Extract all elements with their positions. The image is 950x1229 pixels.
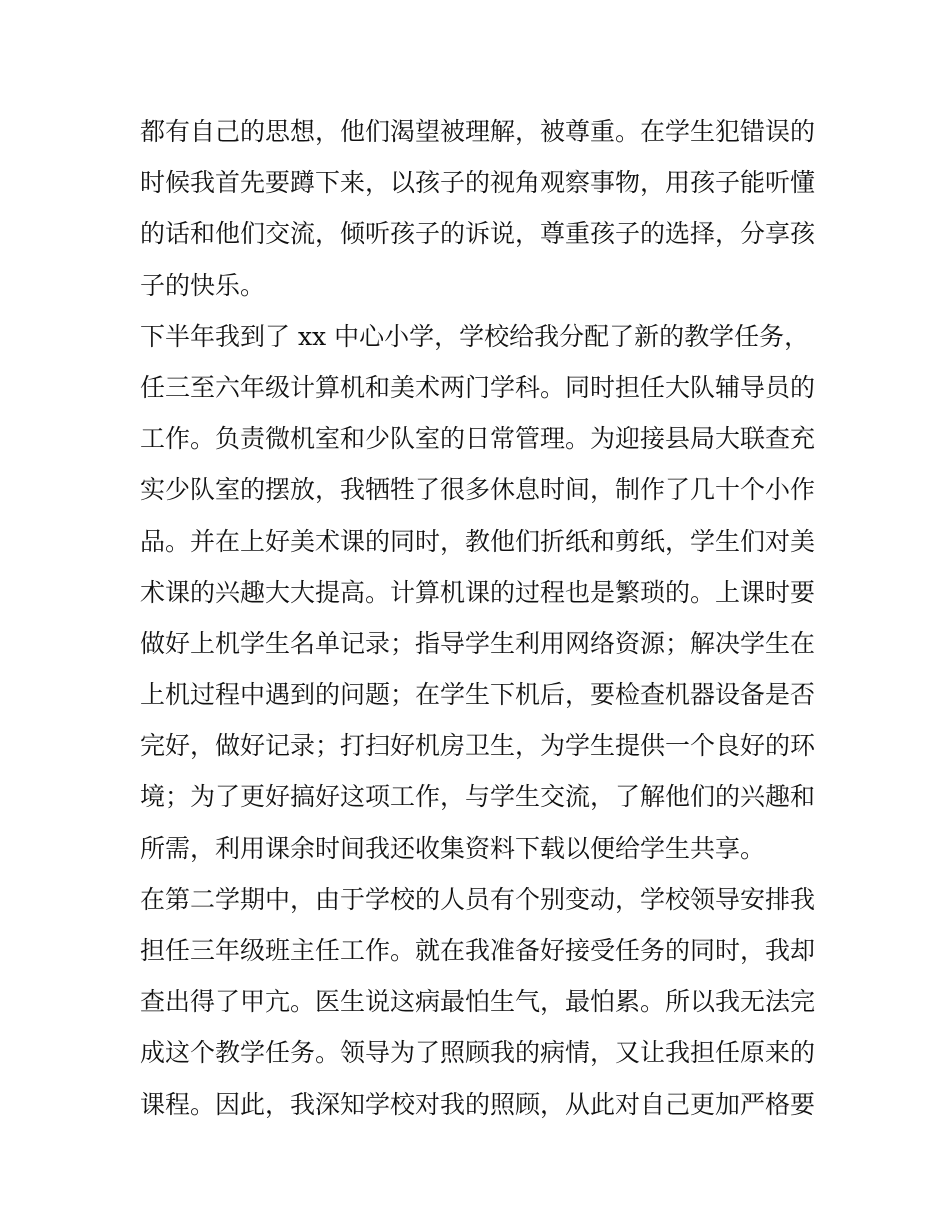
text-line: 做好上机学生名单记录；指导学生利用网络资源；解决学生在 bbox=[140, 628, 816, 658]
text-line: 查出得了甲亢。医生说这病最怕生气，最怕累。所以我无法完 bbox=[140, 987, 816, 1017]
text-line: 工作。负责微机室和少队室的日常管理。为迎接县局大联查充 bbox=[140, 424, 816, 454]
text-line: 术课的兴趣大大提高。计算机课的过程也是繁琐的。上课时要 bbox=[140, 577, 816, 607]
text-line: 课程。因此，我深知学校对我的照顾，从此对自己更加严格要 bbox=[140, 1089, 816, 1119]
text-line: 任三至六年级计算机和美术两门学科。同时担任大队辅导员的 bbox=[140, 372, 816, 402]
text-line: 时候我首先要蹲下来，以孩子的视角观察事物，用孩子能听懂 bbox=[140, 168, 816, 198]
text-line: 境；为了更好搞好这项工作，与学生交流，了解他们的兴趣和 bbox=[140, 782, 816, 812]
text-line: 完好，做好记录；打扫好机房卫生，为学生提供一个良好的环 bbox=[140, 731, 816, 761]
text-line: 担任三年级班主任工作。就在我准备好接受任务的同时，我却 bbox=[140, 936, 816, 965]
text-line: 下半年我到了 xx 中心小学，学校给我分配了新的教学任务， bbox=[140, 321, 810, 351]
text-line: 的话和他们交流，倾听孩子的诉说，尊重孩子的选择，分享孩 bbox=[140, 219, 816, 249]
text-line: 上机过程中遇到的问题；在学生下机后，要检查机器设备是否 bbox=[140, 680, 816, 710]
body-text bbox=[140, 106, 820, 1130]
text-line: 在第二学期中，由于学校的人员有个别变动，学校领导安排我 bbox=[140, 884, 816, 914]
text-line: 成这个教学任务。领导为了照顾我的病情，又让我担任原来的 bbox=[140, 1038, 816, 1068]
text-line: 子的快乐。 bbox=[140, 270, 266, 300]
text-line: 都有自己的思想，他们渴望被理解，被尊重。在学生犯错误的 bbox=[140, 117, 816, 146]
text-line: 实少队室的摆放，我牺牲了很多休息时间，制作了几十个小作 bbox=[140, 475, 816, 505]
text-line: 所需，利用课余时间我还收集资料下载以便给学生共享。 bbox=[140, 833, 766, 863]
text-line: 品。并在上好美术课的同时，教他们折纸和剪纸，学生们对美 bbox=[140, 526, 816, 556]
